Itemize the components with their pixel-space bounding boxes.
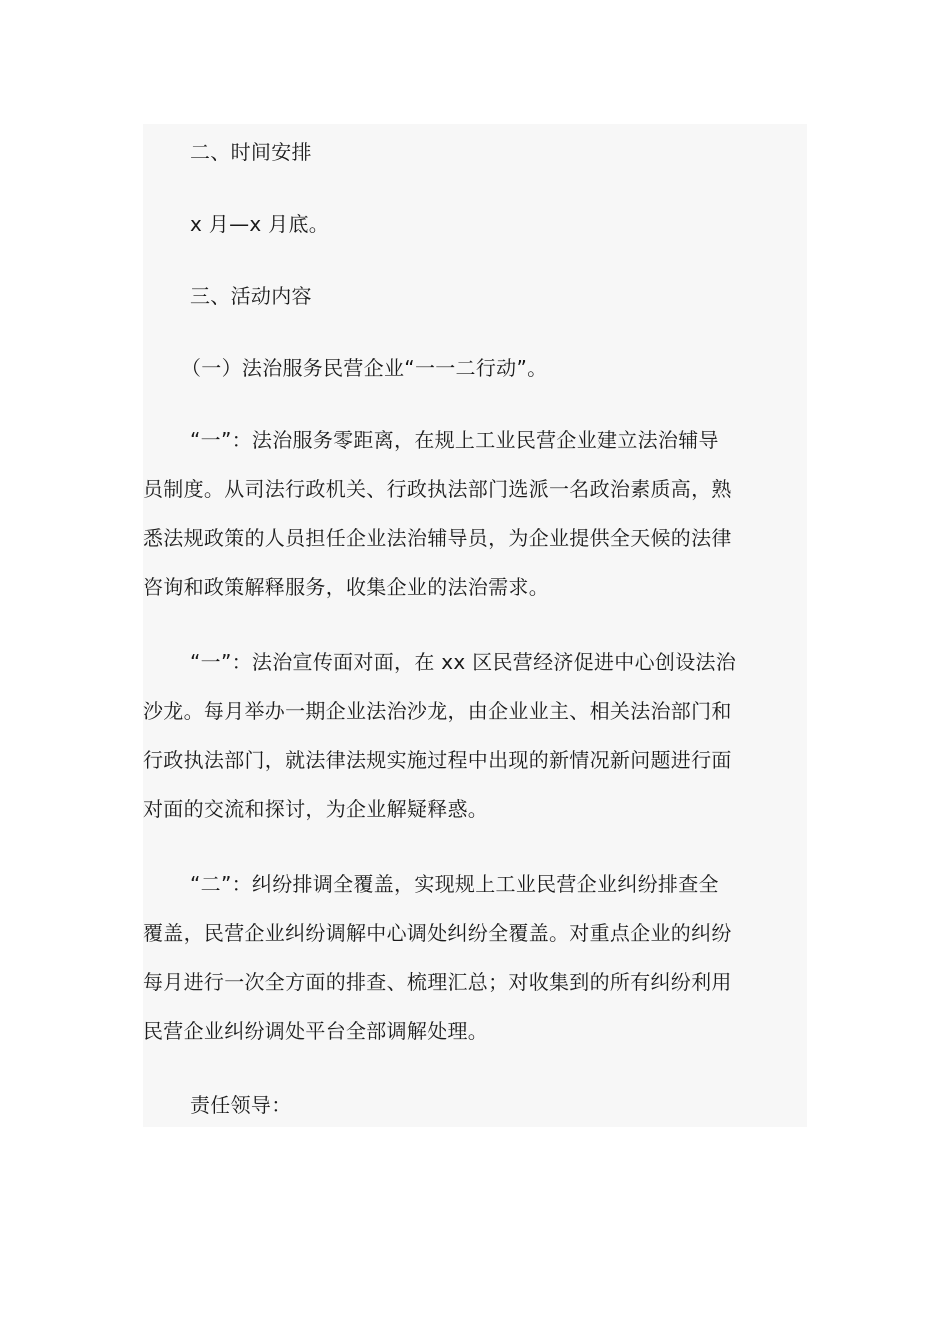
paragraph-line: 民营企业纠纷调处平台全部调解处理。	[143, 1019, 489, 1043]
subsection-heading-1: （一）法治服务民营企业“一一二行动”。	[181, 356, 548, 380]
paragraph-line: 沙龙。每月举办一期企业法治沙龙，由企业业主、相关法治部门和	[143, 699, 732, 723]
paragraph-line: “一”：法治服务零距离，在规上工业民营企业建立法治辅导	[190, 428, 719, 452]
paragraph-line: “二”：纠纷排调全覆盖，实现规上工业民营企业纠纷排查全	[190, 872, 719, 896]
paragraph-line: 员制度。从司法行政机关、行政执法部门选派一名政治素质高，熟	[143, 477, 732, 501]
paragraph-line: 对面的交流和探讨，为企业解疑释惑。	[143, 797, 489, 821]
schedule-text: x 月—x 月底。	[190, 212, 330, 236]
paragraph-line: 行政执法部门，就法律法规实施过程中出现的新情况新问题进行面	[143, 748, 732, 772]
paragraph-line: 覆盖，民营企业纠纷调解中心调处纠纷全覆盖。对重点企业的纠纷	[143, 921, 732, 945]
section-heading-activities: 三、活动内容	[190, 284, 312, 308]
paragraph-line: 悉法规政策的人员担任企业法治辅导员，为企业提供全天候的法律	[143, 526, 732, 550]
document-page	[143, 124, 807, 1127]
paragraph-line: 每月进行一次全方面的排查、梳理汇总；对收集到的所有纠纷利用	[143, 970, 732, 994]
responsible-leader-label: 责任领导：	[190, 1093, 292, 1117]
section-heading-schedule: 二、时间安排	[190, 140, 312, 164]
paragraph-line: 咨询和政策解释服务，收集企业的法治需求。	[143, 575, 549, 599]
paragraph-line: “一”：法治宣传面对面，在 xx 区民营经济促进中心创设法治	[190, 650, 737, 674]
